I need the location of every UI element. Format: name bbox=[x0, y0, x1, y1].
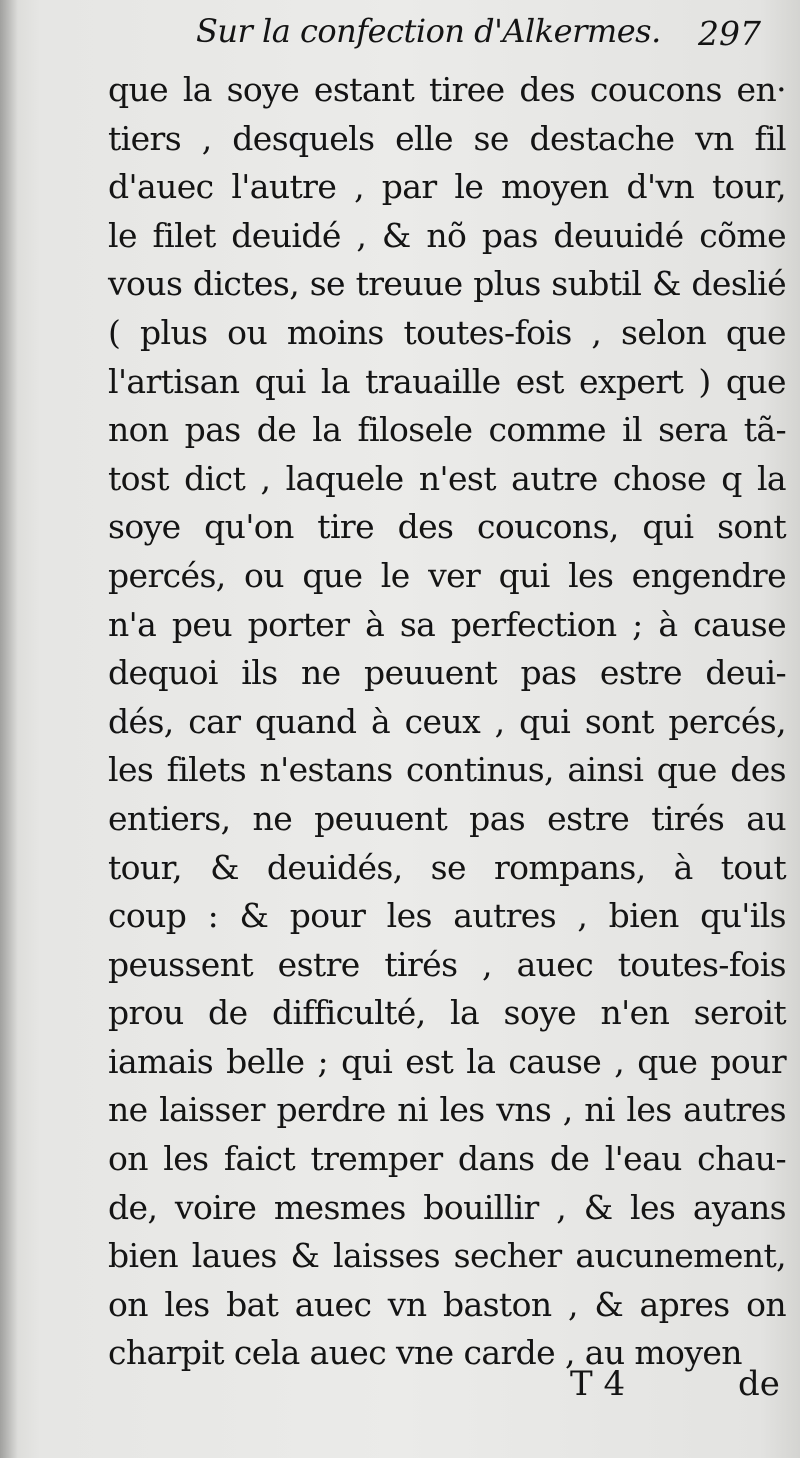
text-line: les filets n'estans continus, ainsi que des bbox=[108, 750, 786, 790]
text-line: soye qu'on tire des coucons, qui sont bbox=[108, 507, 786, 547]
text-line: percés, ou que le ver qui les engendre bbox=[108, 555, 786, 595]
page-number: 297 bbox=[698, 14, 761, 53]
text-line: prou de difficulté, la soye n'en seroit bbox=[108, 993, 786, 1033]
text-line: on les bat auec vn baston , & apres on bbox=[108, 1284, 786, 1324]
text-line: n'a peu porter à sa perfection ; à cause bbox=[108, 604, 786, 644]
text-line: iamais belle ; qui est la cause , que pour bbox=[108, 1041, 786, 1081]
text-line: dés, car quand à ceux , qui sont percés, bbox=[108, 701, 786, 741]
text-line: vous dictes, se treuue plus subtil & deslié bbox=[108, 264, 786, 304]
text-line: tour, & deuidés, se rompans, à tout bbox=[108, 847, 786, 887]
text-line: peussent estre tirés , auec toutes-fois bbox=[108, 944, 786, 984]
text-line: d'auec l'autre , par le moyen d'vn tour, bbox=[108, 167, 786, 207]
text-line: que la soye estant tiree des coucons en· bbox=[108, 70, 786, 109]
text-line: entiers, ne peuuent pas estre tirés au bbox=[108, 798, 786, 838]
text-line: le filet deuidé , & nõ pas deuuidé cõme bbox=[108, 215, 786, 255]
signature-mark: T 4 bbox=[570, 1364, 626, 1404]
page-gutter-shadow bbox=[0, 0, 18, 1458]
text-line: on les faict tremper dans de l'eau chau- bbox=[108, 1139, 786, 1179]
text-line: coup : & pour les autres , bien qu'ils bbox=[108, 896, 786, 936]
text-line: non pas de la filosele comme il sera tã- bbox=[108, 410, 786, 450]
text-line: ( plus ou moins toutes-fois , selon que bbox=[108, 312, 786, 352]
running-title: Sur la confection d'Alkermes. bbox=[196, 12, 661, 50]
text-line: de, voire mesmes bouillir , & les ayans bbox=[108, 1187, 786, 1227]
body-text bbox=[108, 66, 786, 1378]
catchword: de bbox=[738, 1364, 780, 1404]
text-line: dequoi ils ne peuuent pas estre deui- bbox=[108, 653, 786, 693]
text-line: tiers , desquels elle se destache vn fil bbox=[108, 118, 786, 158]
text-line: tost dict , laquele n'est autre chose q la bbox=[108, 458, 786, 498]
text-line: bien laues & laisses secher aucunement, bbox=[108, 1236, 786, 1276]
text-line: l'artisan qui la trauaille est expert ) que bbox=[108, 361, 786, 401]
text-line: charpit cela auec vne carde , au moyen bbox=[108, 1333, 742, 1373]
text-line: ne laisser perdre ni les vns , ni les autres bbox=[108, 1090, 786, 1130]
